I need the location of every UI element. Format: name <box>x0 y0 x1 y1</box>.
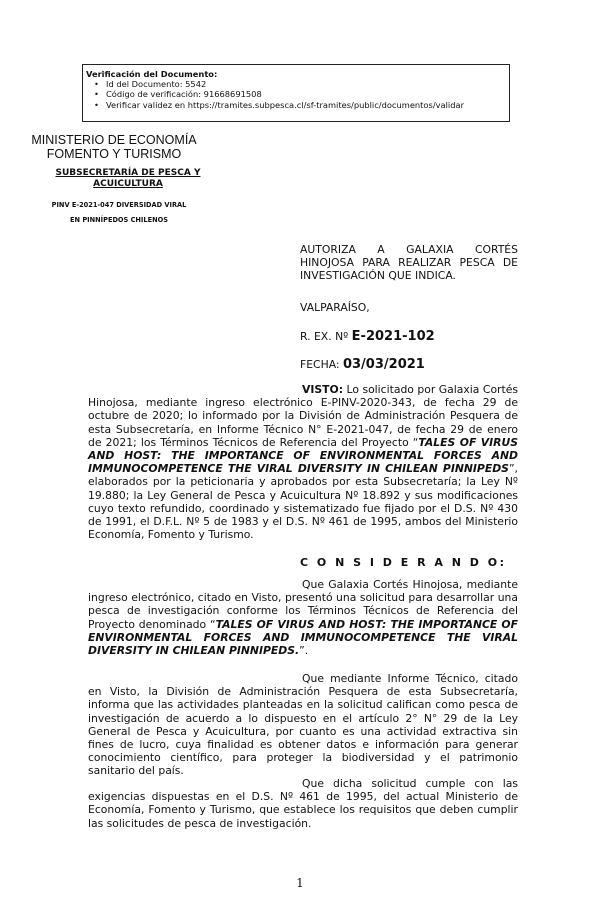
visto-label: VISTO: <box>302 383 344 396</box>
p1-text: Que Galaxia Cortés Hinojosa, mediante ingreso electrónico, citado en Visto, presentó una solicitud para desarrollar una pesca de investigación conforme los Términos Técnicos de Referencia del Proyecto denominado “ <box>88 578 518 631</box>
verification-url[interactable]: • Verificar validez en https://tramites.subpesca.cl/sf-tramites/public/documentos/validar <box>106 100 509 110</box>
considerando-paragraph-3 <box>88 777 518 830</box>
reference-line1: PINV E-2021-047 DIVERSIDAD VIRAL <box>51 201 187 209</box>
reference-code <box>40 198 198 228</box>
ministry-heading <box>14 133 214 161</box>
subsecretaria-heading: SUBSECRETARÍA DE PESCA Y ACUICULTURA <box>55 168 201 189</box>
page-number: 1 <box>296 876 304 890</box>
considerando-paragraph-2 <box>88 672 518 778</box>
place-line: VALPARAÍSO, <box>300 301 370 314</box>
verification-list <box>86 79 509 110</box>
resolution-title: AUTORIZA A GALAXIA CORTÉS HINOJOSA PARA REALIZAR PESCA DE INVESTIGACIÓN QUE INDICA. <box>300 243 518 283</box>
ministry-line2: FOMENTO Y TURISMO <box>46 147 182 161</box>
verification-box <box>82 64 510 122</box>
visto-paragraph <box>88 383 518 541</box>
verification-code: • Código de verificación: 91668691508 <box>106 89 509 99</box>
ministry-line1: MINISTERIO DE ECONOMÍA <box>31 133 197 147</box>
p2-text: Que mediante Informe Técnico, citado en Visto, la División de Administración Pesquera de esta Subsecretaría, informa que las actividades planteadas en la solicitud califican como pesca de investigación de acuerdo a lo dispuesto en el artículo 2° N° 29 de la Ley General de Pesca y Acuicultura, por cuanto es una actividad extractiva sin fines de lucro, cuya finalidad es obtener datos e información para generar conocimiento científico, para proteger la biodiversidad y el patrimonio sanitario del país. <box>88 672 518 778</box>
p1-end: ”. <box>299 644 309 658</box>
verification-title: Verificación del Documento: <box>86 69 218 79</box>
visto-text-b: ”, elaborados por la peticionaria y aprobados por esta Subsecretaría; la Ley Nº 19.880; la Ley General de Pesca y Acuicultura Nº 18.892 y sus modificaciones cuyo texto refundido, coordinado y sistematizado fue fijado por el D.S. Nº 430 de 1991, el D.F.L. Nº 5 de 1983 y el D.S. Nº 461 de 1995, ambos del Ministerio Economía, Fomento y Turismo. <box>88 462 518 542</box>
visto-project-title: TALES OF VIRUS AND HOST: THE IMPORTANCE OF ENVIRONMENTAL FORCES AND IMMUNOCOMPETENCE THE VIRAL DIVERSITY IN CHILEAN PINNIPEDS <box>88 435 519 476</box>
considerando-paragraph-1 <box>88 578 518 657</box>
reference-line2: EN PINNÍPEDOS CHILENOS <box>70 216 168 224</box>
fecha-label: FECHA: <box>300 358 340 371</box>
p3-text: Que dicha solicitud cumple con las exigencias dispuestas en el D.S. Nº 461 de 1995, del actual Ministerio de Economía, Fomento y Turismo, que establece los requisitos que deben cumplir las solicitudes de pesca de investigación. <box>88 777 518 830</box>
visto-text-a: Lo solicitado por Galaxia Cortés Hinojosa, mediante ingreso electrónico E-PINV-2020-343, de fecha 29 de octubre de 2020; lo informado por la División de Administración Pesquera de esta Subsecretaría, en Informe Técnico N° E-2021-047, de fecha 29 de enero de 2021; los Términos Técnicos de Referencia del Proyecto “ <box>88 383 518 449</box>
rex-label: R. EX. Nº <box>300 330 349 343</box>
p1-project-title: TALES OF VIRUS AND HOST: THE IMPORTANCE OF ENVIRONMENTAL FORCES AND IMMUNOCOMPETENCE THE VIRAL DIVERSITY IN CHILEAN PINNIPEDS. <box>88 617 518 658</box>
fecha-value: 03/03/2021 <box>342 357 425 372</box>
resolution-date <box>300 358 425 371</box>
rex-value: E-2021-102 <box>351 329 435 344</box>
considerando-heading: C O N S I D E R A N D O: <box>300 556 507 569</box>
verification-doc-id: • Id del Documento: 5542 <box>106 79 509 89</box>
resolution-number <box>300 330 435 343</box>
